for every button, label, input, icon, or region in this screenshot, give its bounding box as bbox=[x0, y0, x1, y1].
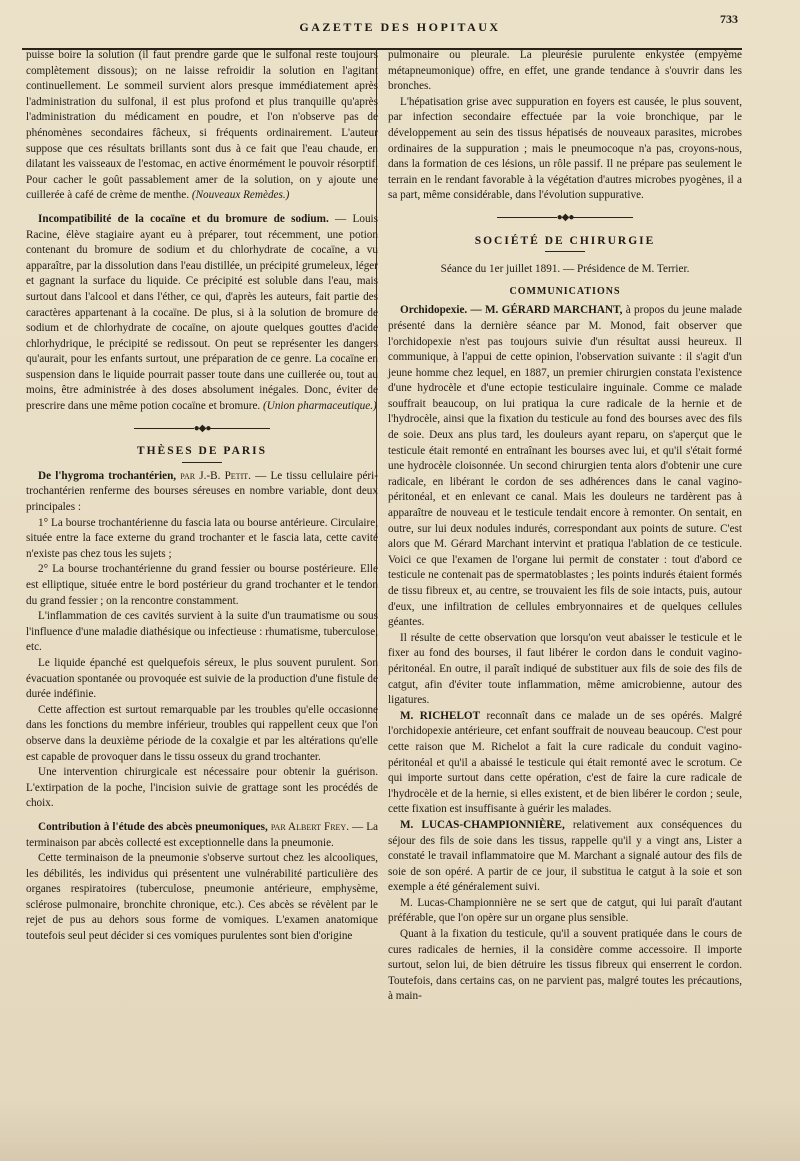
paragraph-text: — Louis Racine, élève stagiaire ayant eu à préparer, tout récemment, une potion contenant du bromure de sodium et du chlorhydrate de cocaïne, a vu apparaître, par la dissolution dans l'eau distillée, un précipité grumeleux, léger et gagnant la surface du liquide. Ce précipité est soluble dans l'eau, mais surtout dans l'alcool et dans l'éther, ce qui, d'après les auteurs, fait partie des caractères appartenant à la cocaïne. De plus, si à la solution de bromure de sodium et de chlorhydrate de cocaïne, on ajoute quelques gouttes d'acide chlorhydrique, le précipité se redissout. On peut se représenter les dangers qu'aurait, pour les enfants surtout, une préparation de ce genre. La cocaïne en suspension dans le liquide pourrait passer toute dans une cuillerée ou, tout au moins, être administrée à des doses absolument inégales. Donc, éviter de prescrire dans une même potion cocaïne et bromure. bbox=[26, 212, 379, 413]
session-line: Séance du 1er juillet 1891. — Présidence de M. Terrier. bbox=[440, 263, 690, 276]
paragraph: 2° La bourse trochantérienne du grand fessier ou bourse postérieure. Elle est elliptique, située entre le bord postérieur du grand trochanter et le tendon du grand fessier ; on la rencontre constamment. bbox=[26, 563, 378, 607]
paragraph: Cette terminaison de la pneumonie s'observe surtout chez les alcooliques, les débilités, les individus qui présentent une vulnérabilité particulière des organes respiratoires (tuberculose, pneumonie antérieure, emphysème, sclérose pulmonaire, bronchite chronique, etc.). Ces abcès se révèlent par le rejet de pus au dehors sous forme de vomiques. L'examen anatomique toutefois seul peut décider si ces vomiques purulentes sont bien d'origine bbox=[26, 852, 378, 943]
paragraph bbox=[26, 212, 378, 415]
page-header bbox=[0, 8, 800, 42]
section-rule bbox=[182, 462, 222, 463]
paragraph: Quant à la fixation du testicule, qu'il a souvent pratiquée dans le cours de cures radicales de hernies, il la considère comme accessoire. Il importe surtout, selon lui, de bien détruire les tissus fibreux qui enserrent le cordon. Toutefois, dans certains cas, on ne parvient pas, malgré toutes les précautions, à main- bbox=[388, 928, 742, 1003]
paragraph bbox=[26, 820, 378, 851]
paragraph: Il résulte de cette observation que lorsqu'on veut abaisser le testicule et le fixer au fond des bourses, il faut libérer le cordon dans le conduit vagino-péritonéal. En outre, il paraît indiqué de substituer aux fils de soie des fils de catgut, afin d'éviter toute inflammation, même amicrobienne, autour des ligatures. bbox=[388, 631, 742, 707]
paragraph: Une intervention chirurgicale est nécessaire pour obtenir la guérison. L'extirpation de la poche, l'incision suivie de grattage sont les procédés de choix. bbox=[26, 766, 378, 810]
author: M. RICHELOT bbox=[400, 709, 481, 722]
paragraph-text: puisse boire la solution (il faut prendre garde que le sulfonal reste toujours complètement dissous); on ne laisse refroidir la solution en l'agitant continuellement. Le sommeil survient alors presque immédiatement après l'administration du sulfonal, il est plus profond et plus tranquille qu'après l'administration du médicament en poudre, et l'on n'observe pas de phénomènes secondaires fâcheux, si fréquents ordinairement. L'auteur suppose que ces résultats brillants sont dus à ce fait que l'eau chaude, en dilatant les vaisseaux de l'estomac, en active énormément le pouvoir résorptif. Pour cacher le goût passablement amer de la solution, on y ajoute une cuillerée à café de crème de menthe. bbox=[26, 49, 378, 202]
article-title: De l'hygroma trochantérien, bbox=[38, 469, 177, 482]
author: par Albert Frey. bbox=[270, 820, 349, 833]
paragraph: L'hépatisation grise avec suppuration en foyers est causée, le plus souvent, par infection secondaire effectuée par la voie bronchique, par le développement au sein des tissus hépatisés de nouveaux parasites, microbes ordinaires de la suppuration ; mais le pneumocoque n'a pas, croyons-nous, dans la formation de ces lésions, un rôle passif. Il ne prépare pas seulement le terrain en le rendant favorable à la végétation d'autres microbes pyogènes, il a sa part, même considérable, dans l'évolution suppurative. bbox=[388, 95, 742, 202]
paragraph: M. Lucas-Championnière ne se sert que de catgut, qui lui paraît d'autant préférable, que l'on opère sur un organe plus sensible. bbox=[388, 896, 742, 925]
right-column bbox=[388, 48, 742, 1005]
paragraph: Cette affection est surtout remarquable par les troubles qu'elle occasionne dans les fonctions du membre inférieur, troubles qui rappellent ceux que l'on observe dans la deuxième période de la coxalgie et par les altérations qu'elle est capable de provoquer dans le tissu osseux du grand trochanter. bbox=[26, 703, 378, 763]
article-title: Orchidopexie. bbox=[400, 304, 468, 317]
paragraph: 1° La bourse trochantérienne du fascia lata ou bourse antérieure. Circulaire, située entre la face externe du grand trochanter et le fascia lata, cette cavité n'existe pas chez tous les sujets ; bbox=[26, 516, 378, 560]
section-title: SOCIÉTÉ DE CHIRURGIE bbox=[474, 234, 656, 247]
paragraph-text: reconnaît dans ce malade un de ses opérés. Malgré l'orchidopexie antérieure, cet enfant souffrait de nouveau beaucoup. C'est pour cette raison que M. Richelot a fait la cure radicale du conduit vagino-péritonéal et qu'il a abaissé le testicule qui était remonté avec le scrotum. Ce qui importe surtout dans cette opération, c'est de faire la cure radicale de l'hydrocèle et de la hernie, si elles existent, et de bien libérer le cordon ; seule, cette fixation est insuffisante à guérir les malades. bbox=[388, 709, 742, 816]
subsection-title: COMMUNICATIONS bbox=[509, 285, 621, 297]
author: par J.-B. Petit. bbox=[180, 469, 251, 482]
article-title: Contribution à l'étude des abcès pneumoniques, bbox=[38, 820, 268, 833]
journal-title: GAZETTE DES HOPITAUX bbox=[299, 20, 501, 34]
paragraph-text: à propos du jeune malade présenté dans la dernière séance par M. Monod, fait observer que l'orchidopexie n'est pas toujours suivie d'un résultat aussi heureux. Il communique, à l'appui de cette opinion, l'observation suivante : il s'agit d'un jeune homme chez lequel, en 1887, un premier chirurgien constata l'existence d'une hydrocèle et d'une ectopie testiculaire inguinale. Comme ce malade souffrait beaucoup, on lui pratiqua la cure radicale de la hernie et de l'hydrocèle, ainsi que la fixation du testicule au fond des bourses avec des fils de soie. Deux ans plus tard, les douleurs ayant reparu, on s'aperçut que le testicule était remonté en entraînant les bourses avec lui, et qu'il s'était formé une hydrocèle cloisonnée. Un second chirurgien tenta alors d'obtenir une cure radicale, en libérant le cordon de ses adhérences dans le canal vagino-péritonéal, et en enlevant ce canal. Mais les douleurs ne tardèrent pas à apparaître de nouveau et le testicule tendait encore à remonter. On sentait, en outre, sur lui deux nodules indurés, correspondant aux points de suture. C'est alors que M. Gérard Marchant intervint et pratiqua l'ablation de ce testicule. Voici ce que l'examen de l'organe lui permit de constater : tout d'abord ce testicule ne contenait pas de spermatoblastes ; les points indurés étaient formés de tissu fibreux et, au centre, se trouvaient les fils de soie intacts, puis, autour d'eux, une infiltration de cellules embryonnaires et de quelques cellules géantes. bbox=[388, 304, 742, 629]
paragraph bbox=[388, 818, 742, 896]
paragraph: L'inflammation de ces cavités survient à la suite d'un traumatisme ou sous l'influence d'une maladie diathésique ou infectieuse : rhumatisme, tuberculose, etc. bbox=[26, 610, 378, 654]
paragraph-text: — Le tissu cellulaire péri-trochantérien renferme des bourses séreuses en nombre variable, dont deux principales : bbox=[26, 469, 378, 514]
ornament-divider: ●◆● bbox=[388, 210, 742, 226]
page-bottom-shade bbox=[0, 1101, 800, 1161]
section-rule bbox=[545, 251, 585, 252]
section-title: THÈSES DE PARIS bbox=[136, 445, 268, 458]
author: M. LUCAS-CHAMPIONNIÈRE, bbox=[400, 818, 565, 831]
author: — M. GÉRARD MARCHANT, bbox=[470, 304, 623, 317]
page-number: 733 bbox=[720, 12, 738, 26]
paragraph-text: relativement aux conséquences du séjour des fils de soie dans les tissus, rappelle qu'il y a vingt ans, Lister a constaté le travail inflammatoire que M. Marchant a signalé autour des fils de soie de son opéré. A partir de ce jour, il substitua le catgut à la soie et son exemple a été généralement suivi. bbox=[388, 818, 742, 894]
source-citation: (Nouveaux Remèdes.) bbox=[191, 189, 290, 202]
paragraph bbox=[388, 709, 742, 818]
paragraph: pulmonaire ou pleurale. La pleurésie purulente enkystée (empyème métapneumonique) offre, en effet, une grande tendance à s'ouvrir dans les bronches. bbox=[388, 49, 742, 93]
source-citation: (Union pharmaceutique.) bbox=[263, 400, 377, 413]
left-column bbox=[26, 48, 378, 945]
paragraph bbox=[26, 48, 378, 204]
paragraph-text: — La terminaison par abcès collecté est exceptionnelle dans la pneumonie. bbox=[26, 820, 379, 849]
paragraph: Le liquide épanché est quelquefois séreux, le plus souvent purulent. Son évacuation spontanée ou provoquée est suivie de la production d'une fistule de durée indéfinie. bbox=[26, 656, 378, 701]
ornament-divider: ●◆● bbox=[26, 421, 378, 437]
paragraph bbox=[388, 303, 742, 630]
paragraph bbox=[26, 469, 378, 516]
article-title: Incompatibilité de la cocaïne et du bromure de sodium. bbox=[38, 212, 329, 225]
